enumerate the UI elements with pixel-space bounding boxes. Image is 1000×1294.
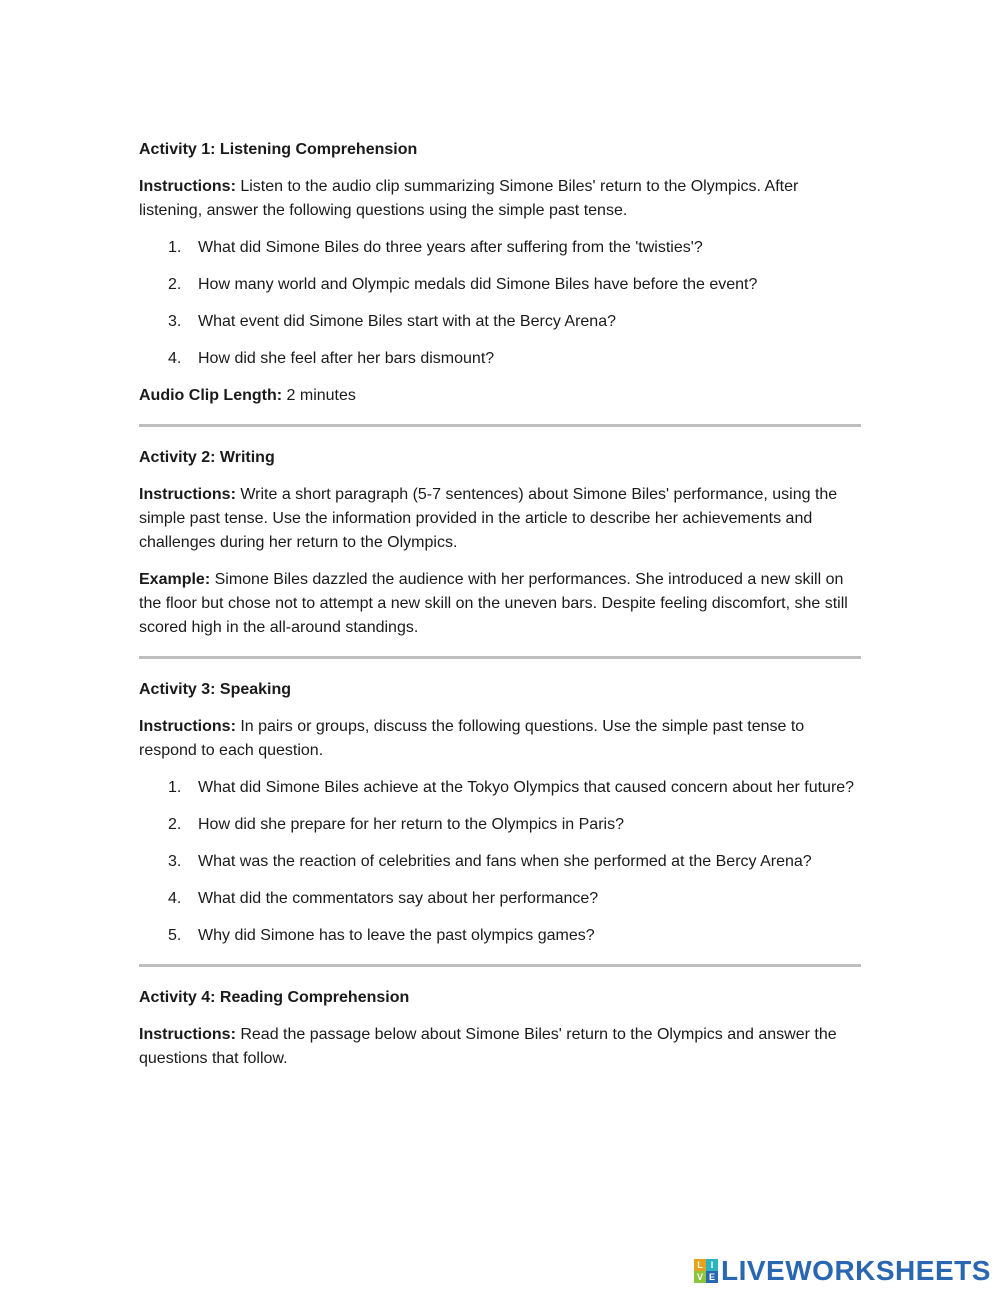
activity-2-instructions bbox=[139, 483, 861, 555]
logo-mark-letter: E bbox=[706, 1271, 718, 1283]
activity-3-instructions bbox=[139, 715, 861, 763]
activity-1-section bbox=[139, 138, 861, 408]
question-text: What did Simone Biles do three years after suffering from the 'twisties'? bbox=[198, 239, 703, 256]
activity-3-title: Activity 3: Speaking bbox=[139, 681, 292, 698]
activity-1-question-list bbox=[139, 236, 861, 371]
instructions-label: Instructions: bbox=[139, 486, 236, 503]
audio-clip-label: Audio Clip Length: bbox=[139, 387, 283, 404]
list-number: 3. bbox=[168, 853, 182, 870]
instructions-text: Read the passage below about Simone Biles' return to the Olympics and answer the questions that follow. bbox=[139, 1026, 837, 1067]
list-number: 2. bbox=[168, 276, 182, 293]
example-label: Example: bbox=[139, 571, 211, 588]
audio-clip-length bbox=[139, 384, 861, 408]
list-item bbox=[139, 850, 861, 874]
section-divider bbox=[139, 964, 861, 967]
question-text: How many world and Olympic medals did Simone Biles have before the event? bbox=[198, 276, 758, 293]
liveworksheets-logo-icon bbox=[694, 1259, 718, 1283]
list-number: 2. bbox=[168, 816, 182, 833]
logo-text: LIVEWORKSHEETS bbox=[721, 1255, 991, 1286]
instructions-label: Instructions: bbox=[139, 718, 236, 735]
activity-3-section bbox=[139, 678, 861, 948]
question-text: How did she feel after her bars dismount? bbox=[198, 350, 495, 367]
activity-2-section bbox=[139, 446, 861, 640]
question-text: Why did Simone has to leave the past olympics games? bbox=[198, 927, 595, 944]
worksheet-page bbox=[139, 138, 861, 1084]
logo-mark-letter: I bbox=[706, 1259, 718, 1271]
list-item bbox=[139, 347, 861, 371]
list-number: 4. bbox=[168, 350, 182, 367]
question-text: How did she prepare for her return to the Olympics in Paris? bbox=[198, 816, 624, 833]
instructions-label: Instructions: bbox=[139, 178, 236, 195]
list-item bbox=[139, 887, 861, 911]
question-text: What event did Simone Biles start with at the Bercy Arena? bbox=[198, 313, 616, 330]
list-item bbox=[139, 813, 861, 837]
list-number: 3. bbox=[168, 313, 182, 330]
activity-3-question-list bbox=[139, 776, 861, 948]
logo-mark-letter: L bbox=[694, 1259, 706, 1271]
question-text: What did the commentators say about her performance? bbox=[198, 890, 599, 907]
list-item bbox=[139, 310, 861, 334]
instructions-text: Write a short paragraph (5-7 sentences) about Simone Biles' performance, using the simple past tense. Use the information provided in the article to describe her achievements and challenges during her return to the Olympics. bbox=[139, 486, 838, 551]
list-item bbox=[139, 273, 861, 297]
activity-1-title: Activity 1: Listening Comprehension bbox=[139, 141, 418, 158]
activity-2-example bbox=[139, 568, 861, 640]
question-text: What did Simone Biles achieve at the Tokyo Olympics that caused concern about her future? bbox=[198, 779, 855, 796]
section-divider bbox=[139, 424, 861, 427]
logo-mark-letter: V bbox=[694, 1271, 706, 1283]
instructions-label: Instructions: bbox=[139, 1026, 236, 1043]
section-divider bbox=[139, 656, 861, 659]
list-number: 5. bbox=[168, 927, 182, 944]
instructions-text: In pairs or groups, discuss the following questions. Use the simple past tense to respond to each question. bbox=[139, 718, 805, 759]
list-item bbox=[139, 776, 861, 800]
question-text: What was the reaction of celebrities and fans when she performed at the Bercy Arena? bbox=[198, 853, 812, 870]
activity-4-instructions bbox=[139, 1023, 861, 1071]
activity-4-title: Activity 4: Reading Comprehension bbox=[139, 989, 410, 1006]
instructions-text: Listen to the audio clip summarizing Simone Biles' return to the Olympics. After listening, answer the following questions using the simple past tense. bbox=[139, 178, 799, 219]
example-text: Simone Biles dazzled the audience with her performances. She introduced a new skill on the floor but chose not to attempt a new skill on the uneven bars. Despite feeling discomfort, she still scored high in the all-around standings. bbox=[139, 571, 848, 636]
list-number: 1. bbox=[168, 779, 182, 796]
list-number: 1. bbox=[168, 239, 182, 256]
list-item bbox=[139, 924, 861, 948]
audio-clip-value: 2 minutes bbox=[282, 387, 356, 404]
liveworksheets-logo bbox=[694, 1256, 991, 1286]
list-item bbox=[139, 236, 861, 260]
activity-1-instructions bbox=[139, 175, 861, 223]
activity-2-title: Activity 2: Writing bbox=[139, 449, 275, 466]
list-number: 4. bbox=[168, 890, 182, 907]
activity-4-section bbox=[139, 986, 861, 1071]
